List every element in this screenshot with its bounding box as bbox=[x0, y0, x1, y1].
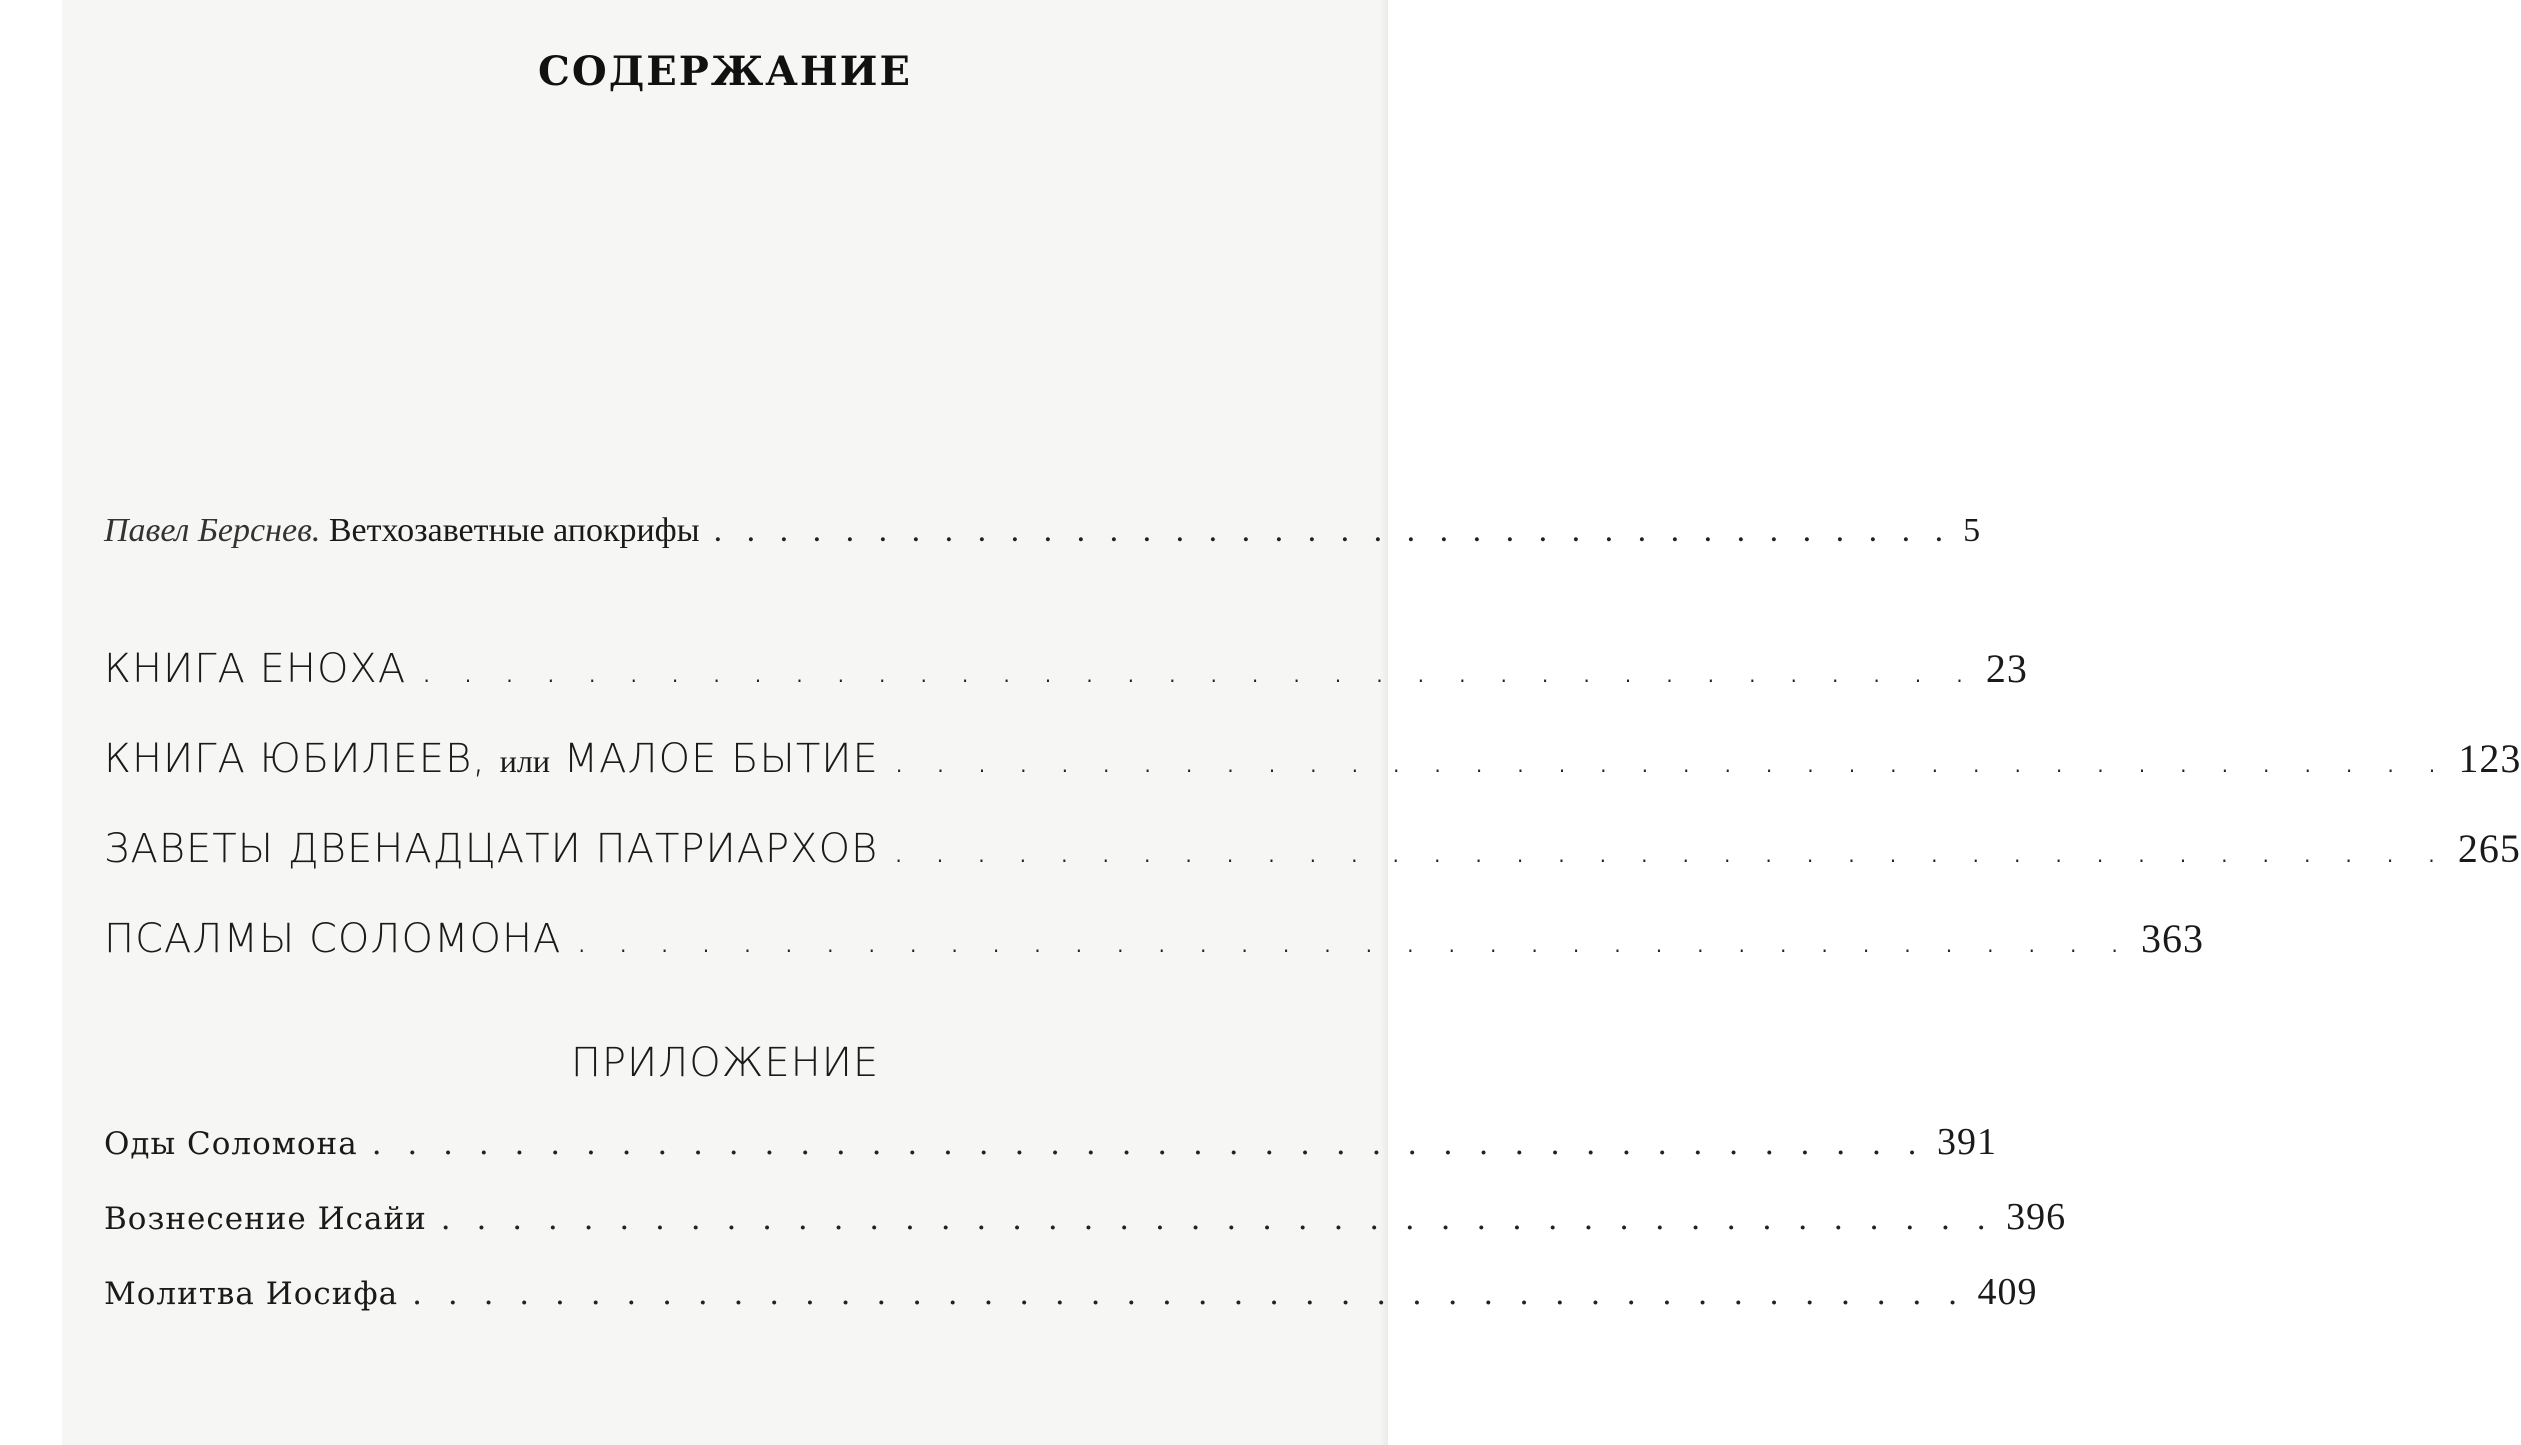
toc-entry-label bbox=[104, 736, 879, 782]
page-number: 391 bbox=[1937, 1121, 1998, 1163]
toc-entry-label: ЗАВЕТЫ ДВЕНАДЦАТИ ПАТРИАРХОВ bbox=[104, 826, 879, 872]
page-number: 396 bbox=[2006, 1196, 2067, 1238]
toc-entry-label: КНИГА ЕНОХА bbox=[104, 646, 407, 692]
book-page bbox=[62, 0, 2521, 1445]
toc-entry-prayer bbox=[104, 1270, 2038, 1314]
dot-leader: . . . . . . . . . . . . . . . . . . . . . . . . . . . . . . . . . . . . . . . . . . . . bbox=[412, 1276, 1966, 1312]
page-number: 123 bbox=[2458, 736, 2521, 781]
dot-leader: . . . . . . . . . . . . . . . . . . . . . . . . . . . . . . . . . . . . . . bbox=[420, 646, 1974, 692]
page-number: 23 bbox=[1985, 646, 2028, 691]
label-connector: или bbox=[499, 743, 550, 779]
page-number: 265 bbox=[2457, 826, 2521, 871]
toc-entry-label bbox=[104, 512, 700, 550]
toc-entry-patriarchs bbox=[104, 825, 2521, 872]
page-number: 5 bbox=[1963, 512, 1981, 549]
toc-entry-intro bbox=[104, 512, 1981, 550]
page-number: 363 bbox=[2141, 916, 2205, 961]
dot-leader: . . . . . . . . . . . . . . . . . . . . . . . . . . . . . . . . . . . . . . bbox=[892, 826, 2446, 872]
toc-entry-label: Вознесение Исайи bbox=[104, 1201, 427, 1237]
toc-entry-label: Молитва Иосифа bbox=[104, 1276, 399, 1312]
label-part: КНИГА ЮБИЛЕЕВ, bbox=[104, 736, 486, 782]
dot-leader: . . . . . . . . . . . . . . . . . . . . . . . . . . . . . . . . . . . . . . bbox=[713, 512, 1952, 549]
dot-leader: . . . . . . . . . . . . . . . . . . . . . . . . . . . . . . . . . . . . . . bbox=[575, 916, 2130, 962]
toc-entry-label: Оды Соломона bbox=[104, 1126, 358, 1162]
toc-entry-ascension bbox=[104, 1195, 2067, 1239]
dot-leader: . . . . . . . . . . . . . . . . . . . . . . . . . . . . . . . . . . . . . . . . . . . . bbox=[440, 1201, 1995, 1237]
toc-entry-psalms bbox=[104, 915, 2205, 962]
dot-leader: . . . . . . . . . . . . . . . . . . . . . . . . . . . . . . . . . . . . . . bbox=[892, 736, 2447, 782]
toc-entry-enoch bbox=[104, 645, 2028, 692]
dot-leader: . . . . . . . . . . . . . . . . . . . . . . . . . . . . . . . . . . . . . . . . . . . . bbox=[371, 1126, 1926, 1162]
label-part: МАЛОЕ БЫТИЕ bbox=[563, 736, 879, 782]
page-title: СОДЕРЖАНИЕ bbox=[538, 48, 912, 95]
toc-entry-label: ПСАЛМЫ СОЛОМОНА bbox=[104, 916, 562, 962]
toc-entry-odes bbox=[104, 1120, 1998, 1164]
appendix-heading: ПРИЛОЖЕНИЕ bbox=[570, 1040, 880, 1086]
author-name: Павел Берснев. bbox=[104, 512, 321, 549]
page-number: 409 bbox=[1977, 1271, 2038, 1313]
toc-entry-jubilees bbox=[104, 735, 2521, 782]
intro-title: Ветхозаветные апокрифы bbox=[328, 512, 700, 549]
